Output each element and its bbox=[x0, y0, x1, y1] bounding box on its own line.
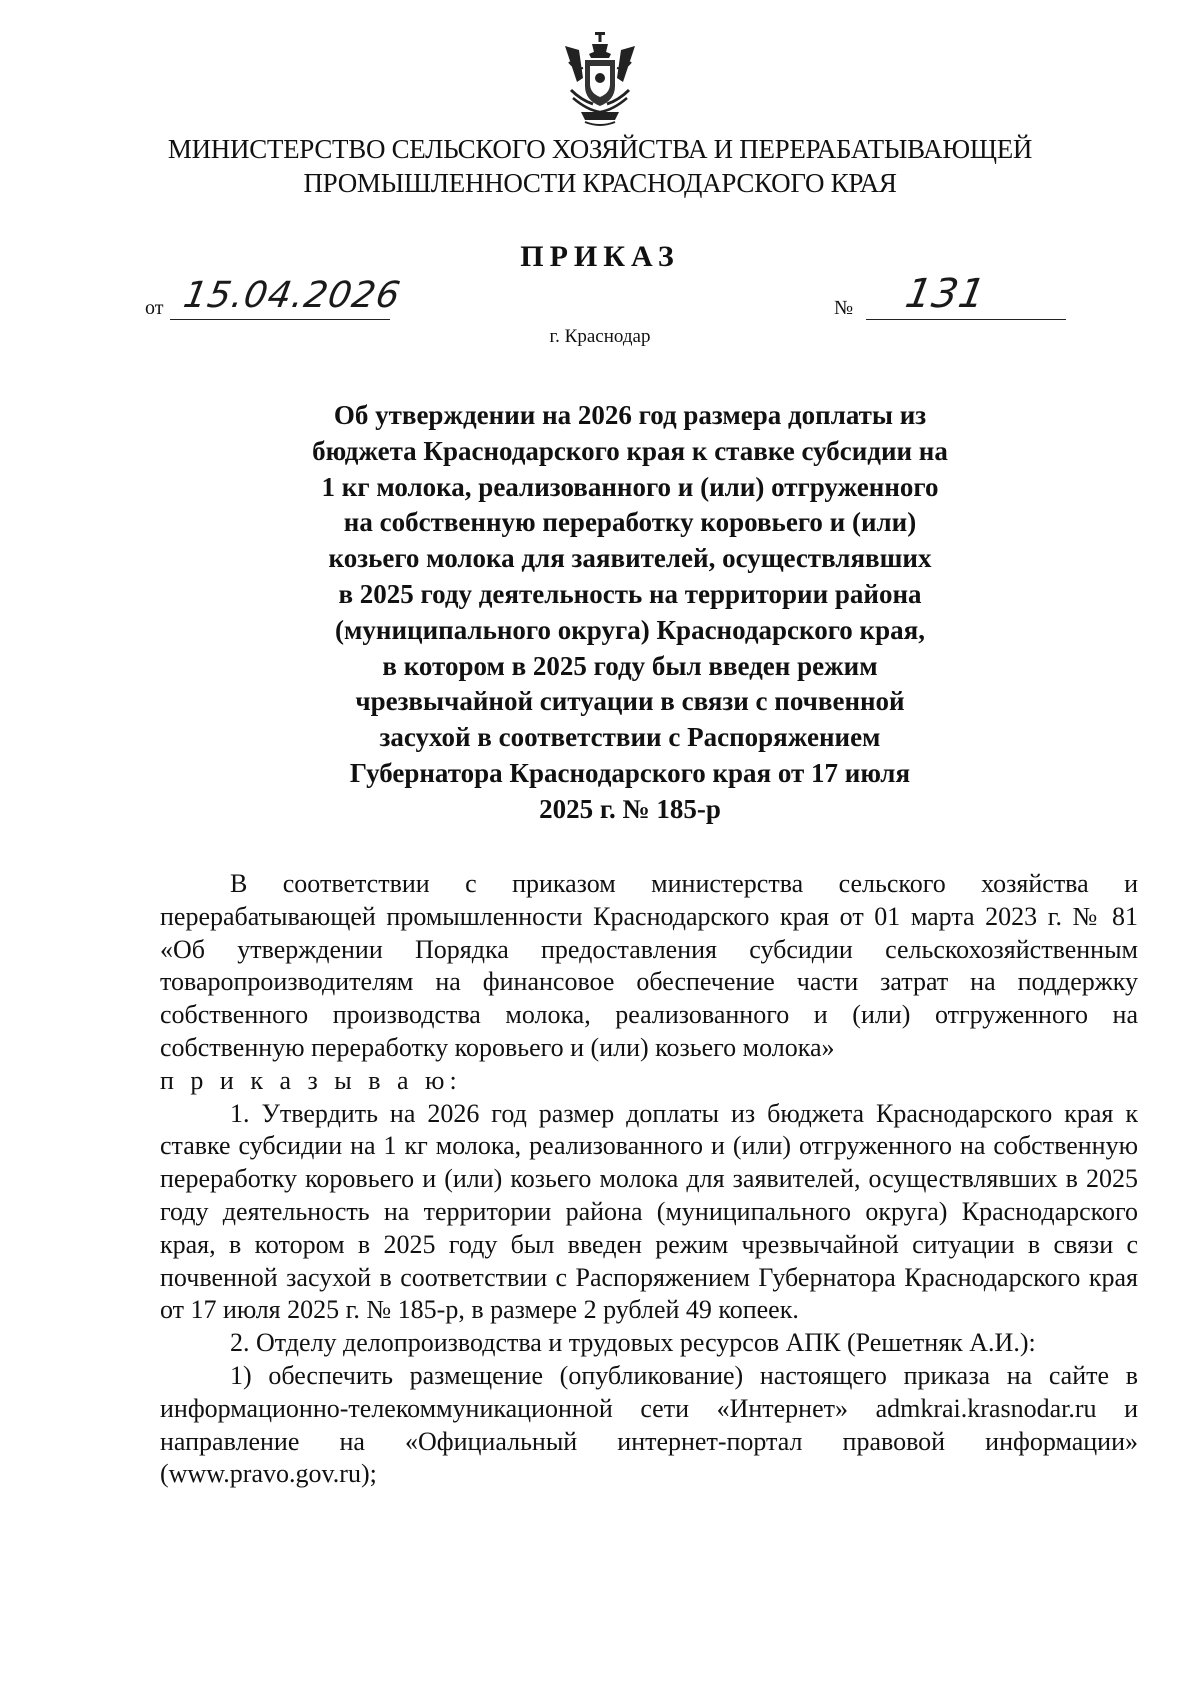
coat-of-arms-icon bbox=[559, 32, 641, 128]
preamble-paragraph: В соответствии с приказом министерства сельского хозяйства и перерабатывающей промышленности Краснодарского края от 01 марта 2023 г. № 81 «Об утверждении Порядка предоставления субсидии сельскохозяйственным товаропроизводителям на финансовое обеспечение части затрат на поддержку собственного производства молока, реализованного и (или) отгруженного на собственную переработку коровьего и (или) козьего молока» bbox=[160, 869, 1138, 1062]
subject-line: козьего молока для заявителей, осуществлявших bbox=[328, 543, 932, 574]
item-2-paragraph: 2. Отделу делопроизводства и трудовых ресурсов АПК (Решетняк А.И.): bbox=[230, 1328, 1036, 1358]
date-underline bbox=[170, 319, 390, 320]
subject-line: на собственную переработку коровьего и (или) bbox=[343, 507, 917, 538]
date-number-row bbox=[0, 271, 1200, 325]
ministry-name-line2: ПРОМЫШЛЕННОСТИ КРАСНОДАРСКОГО КРАЯ bbox=[303, 168, 897, 198]
subject-line: в 2025 году деятельность на территории района bbox=[338, 578, 922, 609]
handwritten-date: 15.04.2026 bbox=[180, 275, 404, 316]
city-label: г. Краснодар bbox=[549, 326, 651, 347]
subject-line: чрезвычайной ситуации в связи с почвенной bbox=[355, 686, 905, 717]
document-subject bbox=[250, 398, 1010, 828]
subject-line: Об утверждении на 2026 год размера доплаты из bbox=[333, 400, 927, 430]
number-prefix: № bbox=[834, 297, 854, 319]
document-type-title: ПРИКАЗ bbox=[520, 240, 680, 273]
handwritten-number: 131 bbox=[901, 271, 990, 317]
ministry-name-line1: МИНИСТЕРСТВО СЕЛЬСКОГО ХОЗЯЙСТВА И ПЕРЕРАБАТЫВАЮЩЕЙ bbox=[167, 134, 1033, 164]
document-body bbox=[160, 868, 1138, 1491]
date-prefix: от bbox=[145, 297, 164, 319]
ministry-name bbox=[120, 132, 1080, 200]
item-1-paragraph: 1. Утвердить на 2026 год размер доплаты из бюджета Краснодарского края к ставке субсидии на 1 кг молока, реализованного и (или) отгруженного на собственную переработку коровьего и (или) козьего молока для заявителей, осуществлявших в 2025 году деятельность на территории района (муниципального округа) Краснодарского края, в котором в 2025 году был введен режим чрезвычайной ситуации в связи с почвенной засухой в соответствии с Распоряжением Губернатора Краснодарского края от 17 июля 2025 г. № 185-р, в размере 2 рублей 49 копеек. bbox=[160, 1098, 1138, 1325]
subject-line: 2025 г. № 185-р bbox=[539, 793, 721, 824]
subject-line: бюджета Краснодарского края к ставке субсидии на bbox=[312, 435, 948, 466]
subject-line: засухой в соответствии с Распоряжением bbox=[379, 722, 881, 753]
order-word: п р и к а з ы в а ю: bbox=[160, 1065, 462, 1095]
subject-line: в котором в 2025 году был введен режим bbox=[382, 650, 878, 681]
subject-line: 1 кг молока, реализованного и (или) отгруженного bbox=[321, 471, 939, 502]
item-2-1-paragraph: 1) обеспечить размещение (опубликование) настоящего приказа на сайте в информационно-телекоммуникационной сети «Интернет» admkrai.krasnodar.ru и направление на «Официальный интернет-портал правовой информации» (www.pravo.gov.ru); bbox=[160, 1360, 1138, 1489]
subject-line: (муниципального округа) Краснодарского края, bbox=[335, 614, 925, 645]
subject-line: Губернатора Краснодарского края от 17 июля bbox=[349, 757, 911, 788]
number-underline bbox=[866, 319, 1066, 320]
